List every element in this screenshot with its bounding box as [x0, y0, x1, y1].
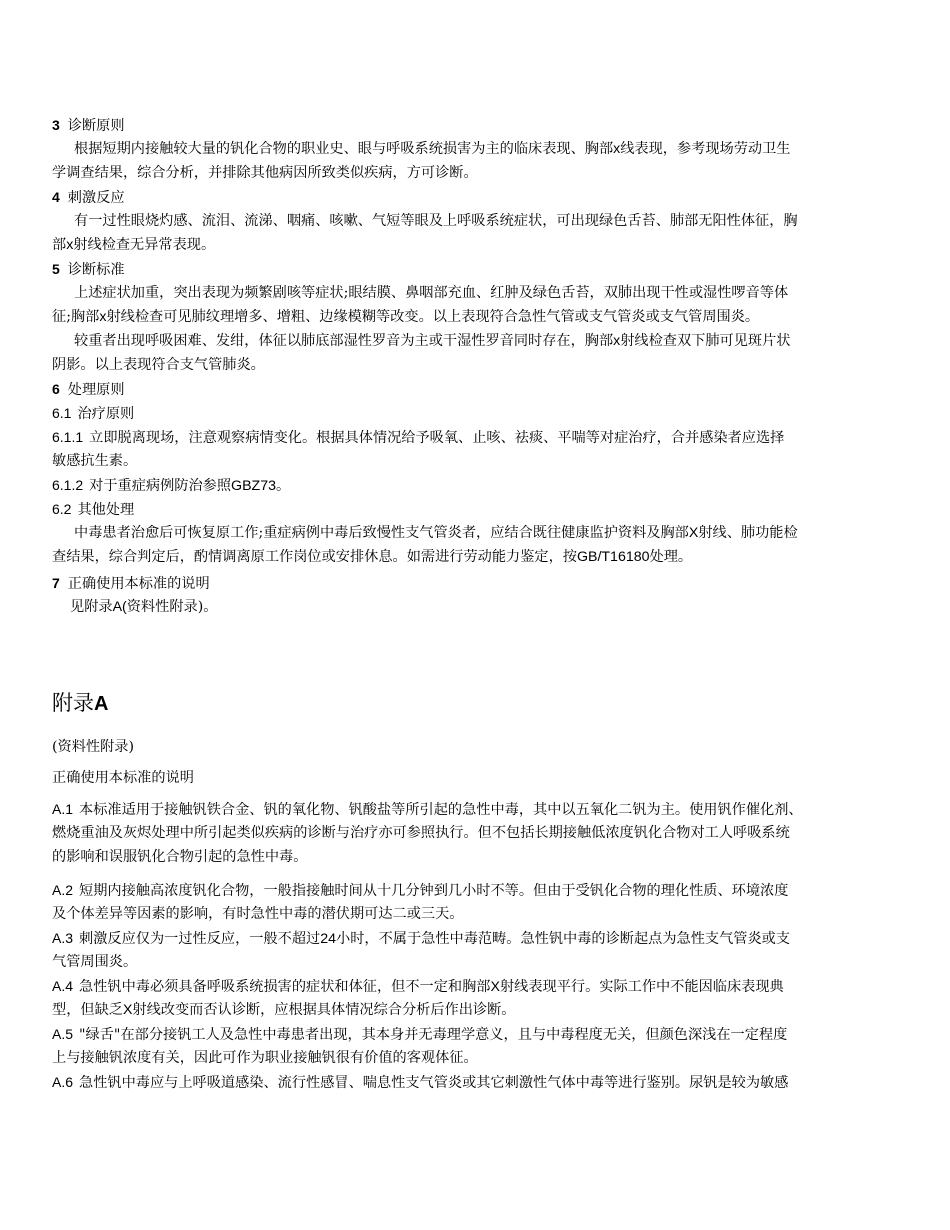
appendix-a2-line [52, 880, 788, 901]
section-number: 4 [52, 189, 60, 205]
section-5-heading [52, 259, 125, 280]
clause-number: A.1 [52, 801, 74, 817]
section-number: 6 [52, 381, 60, 397]
section-7-heading [52, 573, 210, 594]
clause-number: A.3 [52, 930, 74, 946]
latin-text: x [613, 141, 621, 157]
section-3-heading [52, 115, 125, 136]
clause-text: 本标准适用于接触钒铁合金、钒的氧化物、钒酸盐等所引起的急性中毒，其中以五氧化二钒为主。使用钒作催化剂、 [79, 802, 803, 818]
section-4-paragraph-line: 部x射线检查无异常表现。 [52, 237, 216, 253]
clause-text: 对于重症病例防治参照GBZ73。 [89, 478, 291, 494]
appendix-a5-line: 上与接触钒浓度有关，因此可作为职业接触钒很有价值的客观体征。 [52, 1050, 478, 1066]
section-3-paragraph-line: 学调查结果，综合分析，并排除其他病因所致类似疾病，方可诊断。 [52, 165, 478, 181]
section-6-2-paragraph-line: 查结果，综合判定后，酌情调离原工作岗位或安排休息。如需进行劳动能力鉴定，按GB/T16180处理。 [52, 549, 693, 565]
appendix-a1-line: 的影响和误服钒化合物引起的急性中毒。 [52, 849, 308, 865]
section-5-paragraph-line: 较重者出现呼吸困难、发绀，体征以肺底部湿性罗音为主或干湿性罗音同时存在，胸部x射线检查双下肺可见斑片状 [74, 333, 791, 349]
section-number: 6.1.2 [52, 477, 84, 493]
latin-text: X [688, 525, 699, 541]
appendix-a1-line [52, 799, 803, 820]
latin-text: GB/T16180 [576, 549, 650, 565]
latin-text: x [66, 237, 74, 253]
section-6-1-1-line [52, 427, 784, 448]
clause-number: A.4 [52, 978, 74, 994]
clause-number: A.6 [52, 1074, 74, 1090]
appendix-title [52, 690, 108, 717]
section-5-paragraph-line: 征;胸部x射线检查可见肺纹理增多、增粗、边缘模糊等改变。以上表现符合急性气管或支气管炎或支气管周围炎。 [52, 309, 760, 325]
section-number: 5 [52, 261, 60, 277]
section-5-paragraph-line: 上述症状加重，突出表现为频繁剧咳等症状;眼结膜、鼻咽部充血、红肿及绿色舌苔，双肺出现干性或湿性啰音等体 [74, 285, 789, 301]
section-3-paragraph-line: 根据短期内接触较大量的钒化合物的职业史、眼与呼吸系统损害为主的临床表现、胸部x线表现，参考现场劳动卫生 [74, 141, 791, 157]
latin-text: A( [112, 599, 127, 615]
latin-text: x [613, 333, 621, 349]
clause-text: 刺激反应仅为一过性反应，一般不超过24小时，不属于急性中毒范畴。急性钒中毒的诊断起点为急性支气管炎或支 [79, 931, 791, 947]
appendix-a6-line [52, 1072, 788, 1093]
section-6-heading [52, 379, 125, 400]
latin-text: X [490, 979, 500, 995]
latin-text: x [99, 309, 107, 325]
appendix-a4-line: 型，但缺乏X射线改变而否认诊断，应根据具体情况综合分析后作出诊断。 [52, 1002, 516, 1018]
latin-text: 24 [320, 931, 336, 947]
appendix-a5-line [52, 1024, 787, 1045]
appendix-a2-line: 及个体差异等因素的影响，有时急性中毒的潜伏期可达二或三天。 [52, 906, 464, 922]
clause-text: "绿舌"在部分接钒工人及急性中毒患者出现，其本身并无毒理学意义，且与中毒程度无关，但颜色深浅在一定程度 [79, 1027, 788, 1043]
section-title: 诊断原则 [67, 118, 125, 134]
section-number: 6.2 [52, 501, 72, 517]
section-7-paragraph-line: 见附录A(资料性附录)。 [70, 599, 218, 615]
section-title: 刺激反应 [67, 190, 125, 206]
appendix-a3-line: 气管周围炎。 [52, 954, 138, 970]
appendix-a1-line: 燃烧重油及灰烬处理中所引起类似疾病的诊断与治疗亦可参照执行。但不包括长期接触低浓度钒化合物对工人呼吸系统 [52, 825, 790, 841]
section-title: 处理原则 [67, 382, 125, 398]
appendix-title-text: 附录 [52, 691, 94, 715]
clause-text: 短期内接触高浓度钒化合物，一般指接触时间从十几分钟到几小时不等。但由于受钒化合物的理化性质、环境浓度 [79, 883, 789, 899]
section-number: 7 [52, 575, 60, 591]
appendix-subtitle: (资料性附录) [52, 739, 135, 755]
section-title: 正确使用本标准的说明 [67, 576, 210, 592]
clause-text: 急性钒中毒应与上呼吸道感染、流行性感冒、喘息性支气管炎或其它刺激性气体中毒等进行鉴别。尿钒是较为敏感 [79, 1075, 789, 1091]
latin-text: GBZ73 [231, 478, 276, 494]
appendix-heading: 正确使用本标准的说明 [52, 770, 194, 786]
section-title: 其他处理 [77, 502, 135, 518]
section-number: 3 [52, 117, 60, 133]
section-4-paragraph-line: 有一过性眼烧灼感、流泪、流涕、咽痛、咳嗽、气短等眼及上呼吸系统症状，可出现绿色舌苔、肺部无阳性体征，胸 [74, 213, 798, 229]
section-5-paragraph-line: 阴影。以上表现符合支气管肺炎。 [52, 357, 265, 373]
clause-text: 急性钒中毒必须具备呼吸系统损害的症状和体征，但不一定和胸部X射线表现平行。实际工作中不能因临床表现典 [79, 979, 784, 995]
section-6-1-1-line: 敏感抗生素。 [52, 453, 138, 469]
section-6-1-heading [52, 403, 134, 424]
appendix-a3-line [52, 928, 790, 949]
section-title: 治疗原则 [77, 406, 135, 422]
section-number: 6.1.1 [52, 429, 84, 445]
appendix-a4-line [52, 976, 784, 997]
section-6-1-2-line [52, 475, 290, 496]
section-title: 诊断标准 [67, 262, 125, 278]
appendix-letter: A [94, 693, 109, 715]
latin-text: X [122, 1002, 133, 1018]
section-6-2-paragraph-line: 中毒患者治愈后可恢复原工作;重症病例中毒后致慢性支气管炎者，应结合既往健康监护资料及胸部X射线、肺功能检 [74, 525, 798, 541]
clause-number: A.5 [52, 1026, 74, 1042]
section-6-2-heading [52, 499, 134, 520]
section-4-heading [52, 187, 125, 208]
clause-text: 立即脱离现场，注意观察病情变化。根据具体情况给予吸氧、止咳、祛痰、平喘等对症治疗，合并感染者应选择 [89, 430, 785, 446]
clause-number: A.2 [52, 882, 74, 898]
section-number: 6.1 [52, 405, 72, 421]
